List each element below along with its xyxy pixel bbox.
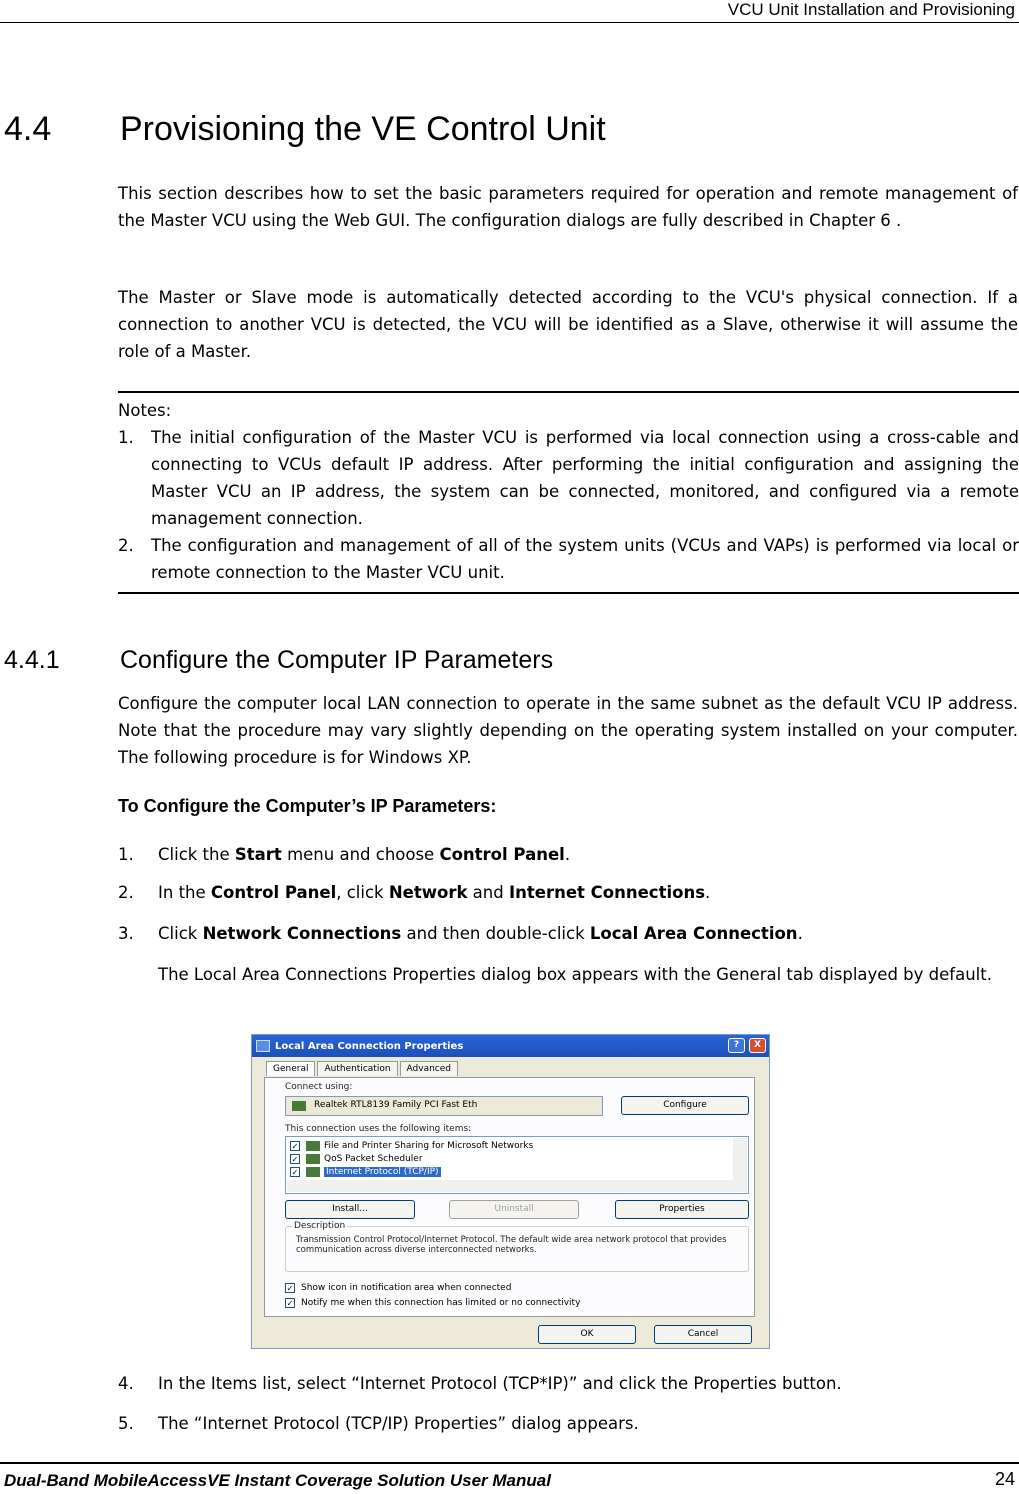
list-item[interactable]: ✓ File and Printer Sharing for Microsoft Networks (291, 1140, 534, 1151)
step-number: 5. (118, 1414, 134, 1433)
adapter-field (285, 1096, 603, 1116)
checkbox[interactable]: ✓ (291, 1167, 299, 1177)
procedure-step (118, 879, 1018, 906)
adapter-name: Realtek RTL8139 Family PCI Fast Eth (314, 1100, 478, 1110)
note-item (118, 532, 1019, 586)
step-text: The “Internet Protocol (TCP/IP) Properties” dialog appears. (158, 1414, 639, 1433)
tab-general[interactable]: General (266, 1061, 315, 1076)
procedure-step (118, 920, 1018, 947)
step-text: In the Items list, select “Internet Protocol (TCP*IP)” and click the Properties button. (158, 1374, 842, 1393)
checkbox[interactable]: ✓ (291, 1141, 299, 1151)
install-button[interactable]: Install... (285, 1200, 415, 1219)
section-heading (4, 110, 606, 149)
header-rule (0, 22, 1019, 23)
step-number: 4. (118, 1374, 134, 1393)
configure-button[interactable]: Configure (621, 1096, 749, 1115)
step-3-note: The Local Area Connections Properties dialog box appears with the General tab displayed by default. (158, 965, 992, 984)
procedure-step (118, 1410, 1018, 1437)
note-number: 1. (118, 428, 134, 447)
ok-button[interactable]: OK (538, 1325, 636, 1344)
dialog-tabs (266, 1061, 460, 1076)
footer-manual-title: Dual-Band MobileAccessVE Instant Coverage Solution User Manual (4, 1471, 551, 1490)
close-button[interactable]: X (749, 1038, 766, 1053)
checkbox[interactable]: ✓ (291, 1154, 299, 1164)
local-area-connection-dialog (251, 1034, 770, 1349)
step-number: 1. (118, 845, 134, 864)
checkbox[interactable]: ✓ (286, 1283, 294, 1293)
items-list[interactable] (285, 1136, 749, 1194)
tab-advanced[interactable]: Advanced (400, 1061, 458, 1076)
section-title: Provisioning the VE Control Unit (120, 110, 606, 148)
note-text: The configuration and management of all of the system units (VCUs and VAPs) is performed via local or remote connection to the Master VCU unit. (151, 536, 1019, 582)
subsection-heading (4, 646, 553, 675)
subsection-number: 4.4.1 (4, 646, 60, 674)
show-icon-option[interactable]: ✓ Show icon in notification area when connected (286, 1282, 512, 1293)
procedure-step (118, 1370, 1018, 1397)
step-text: Click Network Connections and then double-click Local Area Connection. (158, 924, 803, 943)
help-button[interactable]: ? (728, 1038, 745, 1053)
general-panel (264, 1077, 755, 1317)
dialog-titlebar (252, 1035, 769, 1057)
step-text: In the Control Panel, click Network and Internet Connections. (158, 883, 711, 902)
description-label: Description (294, 1221, 346, 1231)
page-number: 24 (994, 1469, 1015, 1489)
subsection-paragraph: Configure the computer local LAN connection to operate in the same subnet as the default VCU IP address. Note that the procedure may vary slightly depending on the operating system installed on your computer. The following procedure is for Windows XP. (118, 694, 1018, 767)
step-text: Click the Start menu and choose Control Panel. (158, 845, 571, 864)
note-number: 2. (118, 536, 134, 555)
list-item[interactable]: ✓ QoS Packet Scheduler (291, 1153, 423, 1164)
intro-paragraph-2: The Master or Slave mode is automatically detected according to the VCU's physical connection. If a connection to another VCU is detected, the VCU will be identified as a Slave, otherwise it will assume the role of a Master. (118, 288, 1018, 361)
description-group (285, 1221, 749, 1272)
checkbox[interactable]: ✓ (286, 1298, 294, 1308)
running-header: VCU Unit Installation and Provisioning (727, 0, 1015, 19)
adapter-icon (292, 1101, 306, 1111)
intro-paragraph-1: This section describes how to set the basic parameters required for operation and remote management of the Master VCU using the Web GUI. The configuration dialogs are fully described in Chapter 6 . (118, 184, 1018, 230)
uninstall-button: Uninstall (449, 1200, 579, 1219)
footer-rule (0, 1462, 1019, 1464)
properties-button[interactable]: Properties (615, 1200, 749, 1219)
subsection-title: Configure the Computer IP Parameters (120, 646, 554, 674)
network-icon (256, 1040, 270, 1052)
notify-option[interactable]: ✓ Notify me when this connection has limited or no connectivity (286, 1297, 581, 1308)
service-icon (306, 1141, 320, 1151)
items-label: This connection uses the following items: (285, 1124, 472, 1134)
step-number: 3. (118, 924, 134, 943)
procedure-title: To Configure the Computer’s IP Parameters: (118, 796, 497, 816)
notes-box (118, 391, 1019, 594)
dialog-title: Local Area Connection Properties (275, 1040, 464, 1052)
section-number: 4.4 (4, 110, 52, 148)
note-item (118, 424, 1019, 532)
service-icon (306, 1154, 320, 1164)
note-text: The initial configuration of the Master VCU is performed via local connection using a cross-cable and connecting to VCUs default IP address. After performing the initial configuration and assigning the Master VCU an IP address, the system can be connected, monitored, and configured via a remote management connection. (151, 428, 1019, 528)
tab-authentication[interactable]: Authentication (317, 1061, 397, 1076)
vertical-scrollbar[interactable] (733, 1138, 747, 1192)
list-item[interactable]: ✓ Internet Protocol (TCP/IP) (291, 1166, 439, 1177)
procedure-step (118, 841, 1018, 868)
cancel-button[interactable]: Cancel (654, 1325, 752, 1344)
connect-using-label: Connect using: (285, 1082, 353, 1092)
step-number: 2. (118, 883, 134, 902)
protocol-icon (306, 1167, 320, 1177)
notes-label: Notes: (118, 401, 172, 420)
horizontal-scrollbar[interactable] (287, 1180, 733, 1192)
description-text: Transmission Control Protocol/Internet Protocol. The default wide area network protocol that provides communication across diverse interconnected networks. (296, 1235, 727, 1255)
